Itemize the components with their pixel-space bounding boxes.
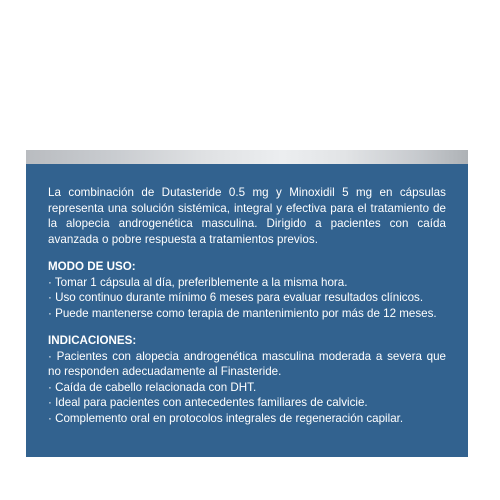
list-item: · Puede mantenerse como terapia de mantenimiento por más de 12 meses. <box>48 306 437 320</box>
list-item: · Caída de cabello relacionada con DHT. <box>48 380 257 394</box>
list-item: · Uso continuo durante mínimo 6 meses para evaluar resultados clínicos. <box>48 291 424 304</box>
indicaciones-title: INDICACIONES: <box>48 334 137 347</box>
list-item: · Complemento oral en protocolos integrales de regeneración capilar. <box>48 411 404 425</box>
description-panel <box>26 164 468 457</box>
indicaciones-section <box>48 333 446 426</box>
intro-paragraph: La combinación de Dutasteride 0.5 mg y Minoxidil 5 mg en cápsulas representa una solución sistémica, integral y efectiva para el tratamiento de la alopecia androgenética masculina. Dirigido a pacientes con caída avanzada o pobre respuesta a tratamientos previos. <box>48 186 446 246</box>
modo-de-uso-title: MODO DE USO: <box>48 260 136 273</box>
list-item: · Pacientes con alopecia androgenética masculina moderada a severa que no responden adecuadamente al Finasteride. <box>48 349 446 378</box>
top-blank-area <box>26 55 468 150</box>
list-item: · Tomar 1 cápsula al día, preferiblemente a la misma hora. <box>48 275 348 289</box>
silver-divider-bar <box>26 150 468 164</box>
list-item: · Ideal para pacientes con antecedentes familiares de calvicie. <box>48 396 368 409</box>
modo-de-uso-list <box>48 275 446 322</box>
indicaciones-list <box>48 349 446 427</box>
modo-de-uso-section <box>48 259 446 321</box>
